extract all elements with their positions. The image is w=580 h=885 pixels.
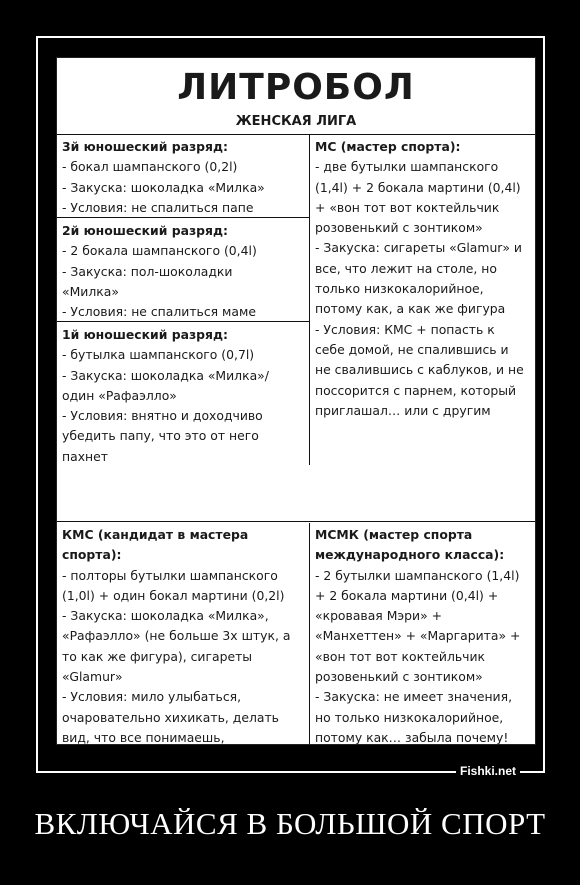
section-line: - Условия: не спалиться маме (62, 304, 256, 320)
right-column-bottom (309, 523, 536, 745)
section-line: - Условия: внятно и доходчиво (62, 408, 263, 424)
section-line: не свалившись с каблуков, и не (315, 362, 524, 378)
section-line: (1,4l) + 2 бокала мартини (0,4l) (315, 179, 521, 195)
section-line: «Рафаэлло» (не больше 3х штук, а (62, 628, 291, 644)
section-line: себе домой, не спалившись и (315, 341, 509, 357)
section-line: - Условия: мило улыбаться, (62, 689, 242, 705)
divider (57, 321, 309, 322)
section-line: розовенький с зонтиком» (315, 669, 483, 685)
poster-title: ЛИТРОБОЛ (177, 67, 415, 108)
section-line: приглашал… или с другим (315, 402, 491, 418)
poster-subtitle: ЖЕНСКАЯ ЛИГА (235, 114, 357, 129)
section-line: потому как, а как же фигура (315, 301, 506, 317)
section-line: (1,0l) + один бокал мартини (0,2l) (62, 587, 285, 603)
section-line: - 2 бокала шампанского (0,4l) (62, 243, 257, 259)
section-line: поссорится с парнем, который (315, 382, 517, 398)
section-heading: 3й юношеский разряд: (62, 139, 228, 154)
right-column-top (309, 135, 536, 465)
section-line: - Закуска: пол-шоколадки (62, 263, 233, 279)
section-line: только низкокалорийное, (315, 281, 484, 297)
section-line: то как же фигура), сигареты (62, 648, 253, 664)
section-line: - Условия: не спалиться папе (62, 199, 254, 215)
section-line: + 2 бокала мартини (0,4l) + (315, 587, 499, 603)
left-column-bottom (57, 523, 309, 745)
section-line: «Glamur» (62, 669, 123, 685)
section-heading: международного класса): (315, 547, 505, 563)
section-line: вид, что все понимаешь, (62, 729, 225, 745)
section-line: розовенький с зонтиком» (315, 220, 483, 236)
section-line: «Милка» (62, 283, 119, 299)
section-line: + «вон тот вот коктейльчик (315, 199, 500, 215)
section-line: один «Рафаэлло» (62, 387, 177, 403)
section-heading: КМС (кандидат в мастера (62, 527, 249, 542)
section-line: все, что лежит на столе, но (315, 260, 497, 276)
section-line: пахнет (62, 448, 108, 464)
section-line: - Условия: КМС + попасть к (315, 321, 495, 337)
divider (57, 217, 309, 218)
demotivator-caption: ВКЛЮЧАЙСЯ В БОЛЬШОЙ СПОРТ (34, 806, 546, 841)
section-line: но только низкокалорийное, (315, 709, 504, 725)
section-ms (310, 135, 536, 465)
section-line: потому как… забыла почему! (315, 729, 509, 745)
poster (56, 57, 536, 745)
section-line: очаровательно хихикать, делать (62, 709, 279, 725)
divider (57, 521, 536, 522)
section-line: - Закуска: шоколадка «Милка»/ (62, 367, 269, 383)
section-line: - 2 бутылки шампанского (1,4l) (315, 567, 520, 583)
section-line: убедить папу, что это от него (62, 428, 259, 444)
section-line: - бутылка шампанского (0,7l) (62, 347, 255, 363)
rank-table (57, 134, 536, 745)
section-youth3 (57, 135, 309, 217)
section-line: «кровавая Мэри» + (315, 608, 443, 624)
section-line: - две бутылки шампанского (315, 159, 499, 175)
section-heading: спорта): (62, 547, 122, 563)
section-youth2 (57, 219, 309, 321)
watermark: Fishki.net (456, 764, 520, 778)
section-youth1 (57, 323, 309, 465)
section-kms (57, 523, 309, 745)
section-line: «Манхеттен» + «Маргарита» + (315, 628, 521, 644)
left-column-top (57, 135, 309, 523)
section-heading: 2й юношеский разряд: (62, 223, 228, 238)
section-line: - Закуска: шоколадка «Милка», (62, 608, 269, 624)
section-heading: 1й юношеский разряд: (62, 327, 228, 342)
section-line: - полторы бутылки шампанского (62, 567, 278, 583)
section-heading: МСМК (мастер спорта (315, 527, 473, 542)
section-heading: МС (мастер спорта): (315, 139, 461, 154)
section-line: - Закуска: сигареты «Glamur» и (315, 240, 522, 256)
section-msmk (310, 523, 536, 745)
section-line: - бокал шампанского (0,2l) (62, 159, 238, 175)
section-line: «вон тот вот коктейльчик (315, 648, 486, 664)
section-line: - Закуска: шоколадка «Милка» (62, 179, 265, 195)
section-line: - Закуска: не имеет значения, (315, 689, 513, 705)
